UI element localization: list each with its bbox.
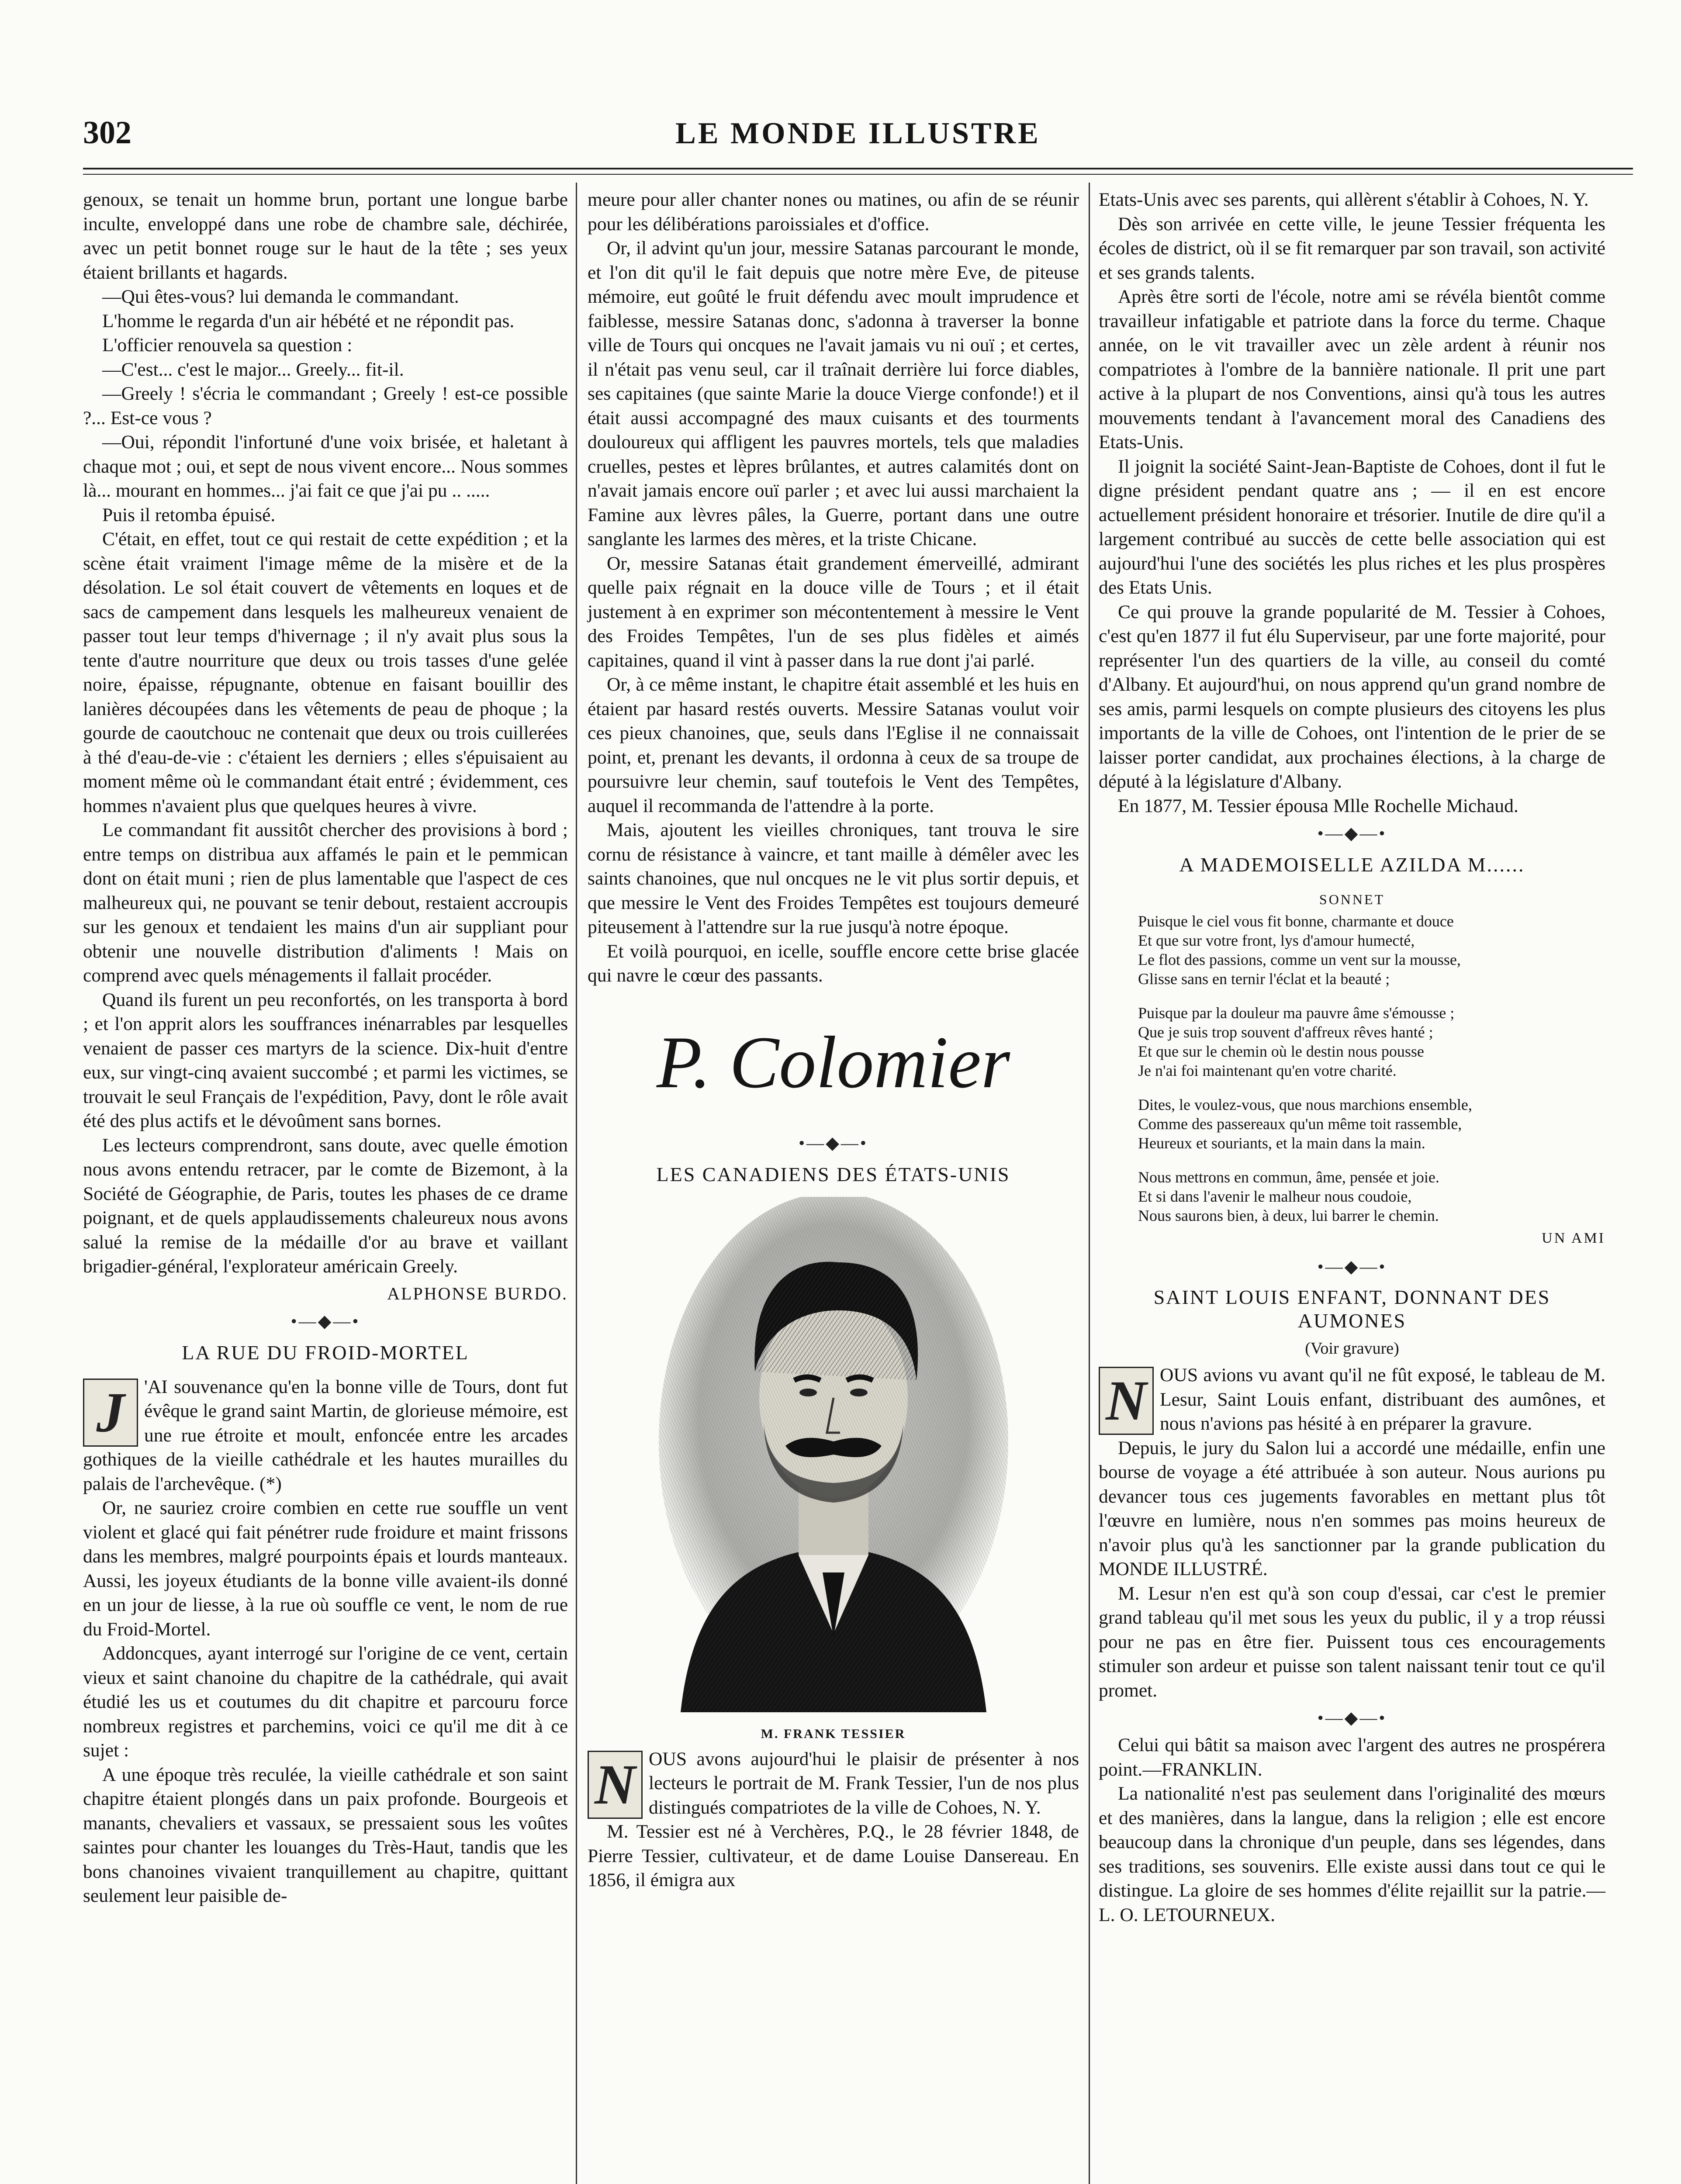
paragraph: OUS avons aujourd'hui le plaisir de présenter à nos lecteurs le portrait de M. Frank Tessier, l'un de nos plus distingués compatriotes de la ville de Cohoes, N. Y. <box>649 1748 1079 1818</box>
paragraph: Or, ne sauriez croire combien en cette rue souffle un vent violent et glacé qui fait pénétrer rude froidure et maint frissons dans les membres, malgré pourpoints épais et lourds manteaux. Aussi, les joyeux étudiants de la bonne ville avaient-ils donné en un jour de liesse, à la rue où souffle ce vent, le nom de rue du Froid-Mortel. <box>83 1497 568 1640</box>
poem-line: Puisque le ciel vous fit bonne, charmante et douce <box>1138 912 1454 930</box>
poem-line: Puisque par la douleur ma pauvre âme s'émousse ; <box>1138 1004 1455 1022</box>
paragraph: genoux, se tenait un homme brun, portant une longue barbe inculte, enveloppé dans une robe de chambre sale, déchirée, avec un petit bonnet rouge sur le haut de la tête ; ses yeux étaient brillants et hagards. <box>83 189 568 283</box>
paragraph: OUS avions vu avant qu'il ne fût exposé, le tableau de M. Lesur, Saint Louis enfant, distribuant des aumônes, et nous n'avions pas hésité à en préparer la gravure. <box>1160 1365 1605 1434</box>
paragraph: —Oui, répondit l'infortuné d'une voix brisée, et haletant à chaque mot ; oui, et sept de nous vivent encore... Nous sommes là... mourant en hommes... j'ai fait ce que j'ai pu .. ..... <box>83 432 568 501</box>
paragraph: Il joignit la société Saint-Jean-Baptiste de Cohoes, dont il fut le digne président pendant quatre ans ; — il en est encore actuellement président honoraire et trésorier. Inutile de dire qu'il a largement contribué au succès de cette belle association qui est aujourd'hui l'une des sociétés les plus riches et les plus prospères des Etats Unis. <box>1099 456 1605 598</box>
column-3 <box>1099 188 1605 1927</box>
poem-line: Et que sur votre front, lys d'amour humecté, <box>1138 932 1415 949</box>
paragraph: C'était, en effet, tout ce qui restait de cette expédition ; et la scène était vraiment l'image même de la misère et de la désolation. Le sol était couvert de vêtements en loques et de sacs de campement dans lesquels les malheureux venaient de passer tout leur temps d'hivernage ; il n'y avait plus sous la tente d'autre nourriture que deux ou trois tasses d'une gelée noire, épaisse, répugnante, obtenue en faisant bouillir des lanières découpées dans les vêtements de peau de phoque ; la gourde de caoutchouc ne contenait que deux ou trois cuillerées à thé d'eau-de-vie : c'étaient les derniers ; elles s'épuisaient au moment même où le commandant était entré ; évidemment, ces hommes n'avaient plus que quelques heures à vivre. <box>83 529 568 816</box>
handwritten-signature: P. Colomier <box>656 1021 1010 1103</box>
column-divider <box>576 183 577 2184</box>
portrait-caption: M. FRANK TESSIER <box>761 1726 906 1741</box>
ornament-divider: •—◆—• <box>1317 1708 1387 1728</box>
poem-stanza <box>1138 1095 1605 1153</box>
poem-line: Et si dans l'avenir le malheur nous coudoie, <box>1138 1188 1412 1205</box>
poem-line: Le flot des passions, comme un vent sur la mousse, <box>1138 951 1461 968</box>
quotation: Celui qui bâtit sa maison avec l'argent des autres ne prospérera point.—FRANKLIN. <box>1099 1735 1605 1780</box>
paragraph: Les lecteurs comprendront, sans doute, avec quelle émotion nous avons entendu retracer, par le comte de Bizemont, à la Société de Géographie, de Paris, toutes les phases de ce drame poignant, et de quels applaudissements chaleureux nous avons salué la remise de la médaille d'or au brave et vaillant brigadier-général, l'explorateur américain Greely. <box>83 1134 568 1277</box>
ornament-divider: •—◆—• <box>291 1311 360 1331</box>
paragraph: 'AI souvenance qu'en la bonne ville de Tours, dont fut évêque le grand saint Martin, de glorieuse mémoire, est une rue étroite et moult, enfoncée entre les arcades gothiques de la vieille cathédrale et les hautes murailles du palais de l'archevêque. (*) <box>83 1376 568 1494</box>
poem-stanza <box>1138 1168 1605 1225</box>
paragraph: M. Tessier est né à Verchères, P.Q., le 28 février 1848, de Pierre Tessier, cultivateur, et de dame Louise Dansereau. En 1856, il émigra aux <box>588 1821 1079 1890</box>
poem-stanza <box>1138 1003 1605 1080</box>
portrait-engraving <box>654 1197 1013 1712</box>
paragraph: Or, à ce même instant, le chapitre était assemblé et les huis en étaient par hasard restés ouverts. Messire Satanas voulut voir ces pieux chanoines, que, seuls dans l'Eglise il ne connaissait point, et, prenant les devants, il ordonna à ceux de sa troupe de poursuivre leur chemin, sauf toutefois le Vent des Tempêtes, auquel il recommanda de l'attendre à la porte. <box>588 674 1079 816</box>
ornament-divider: •—◆—• <box>799 1133 868 1153</box>
paragraph: Etats-Unis avec ses parents, qui allèrent s'établir à Cohoes, N. Y. <box>1099 189 1589 210</box>
quotation: La nationalité n'est pas seulement dans l'originalité des mœurs et des manières, dans la langue, dans la religion ; elle est encore beaucoup dans la chronique d'un peuple, dans ses légendes, dans ses traditions, ses souvenirs. Elle existe aussi dans tout ce qui le distingue. La gloire de ses hommes d'élite rejaillit sur la patrie.—L. O. LETOURNEUX. <box>1099 1783 1605 1925</box>
paragraph: A une époque très reculée, la vieille cathédrale et son saint chapitre étaient plongés dans un paix profonde. Bourgeois et manants, chevaliers et vassaux, se pressaient sous les voûtes saintes pour chanter les louanges du Très-Haut, tandis que les bons chanoines vivaient tranquillement au chapitre, quittant seulement leur paisible de- <box>83 1764 568 1906</box>
paragraph: L'homme le regarda d'un air hébété et ne répondit pas. <box>102 310 515 332</box>
poem <box>1099 912 1605 1225</box>
section-note: (Voir gravure) <box>1305 1339 1399 1358</box>
page-header <box>83 114 1633 154</box>
poem-line: Que je suis trop souvent d'affreux rêves hanté ; <box>1138 1023 1433 1041</box>
poem-signature: UN AMI <box>1542 1230 1605 1246</box>
column-1 <box>83 188 568 1908</box>
drop-cap: N <box>1099 1367 1154 1435</box>
poem-line: Nous saurons bien, à deux, lui barrer le chemin. <box>1138 1207 1439 1224</box>
paragraph: Dès son arrivée en cette ville, le jeune Tessier fréquenta les écoles de district, où il se fit remarquer par son travail, son activité et ses grands talents. <box>1099 213 1605 283</box>
paragraph: L'officier renouvela sa question : <box>102 335 353 356</box>
ornament-divider: •—◆—• <box>1317 1257 1387 1276</box>
paragraph: —Qui êtes-vous? lui demanda le commandant. <box>102 286 459 307</box>
paragraph: Or, il advint qu'un jour, messire Satanas parcourant le monde, et l'on dit qu'il le fait depuis que notre mère Eve, de piteuse mémoire, eut goûté le fruit défendu avec moult imprudence et faiblesse, messire Satanas donc, s'adonna à traverser la bonne ville de Tours qui oncques ne l'avait jamais vu ni ouï ; et certes, il n'était pas venu seul, car il traînait derrière lui force diables, ses capitaines (que sainte Marie la douce Vierge confonde!) et il était aussi accompagné des maux cuisants et des tourments douloureux qui affligent les pauvres mortels, tels que maladies cruelles, pestes et lèpres brûlantes, et autres calamités dont on n'avait jamais encore ouï parler ; et avec lui aussi marchaient la Famine aux lèvres pâles, la Guerre, portant dans une outre sanglante les larmes des mères, et la triste Chicane. <box>588 238 1079 549</box>
section-title: LES CANADIENS DES ÉTATS-UNIS <box>656 1163 1010 1185</box>
masthead-title: LE MONDE ILLUSTRE <box>675 117 1041 150</box>
drop-cap: J <box>83 1379 138 1447</box>
page-number: 302 <box>83 115 131 151</box>
poem-stanza <box>1138 912 1605 988</box>
paragraph: Quand ils furent un peu reconfortés, on les transporta à bord ; et l'on apprit alors les souffrances inénarrables par lesquelles venaient de passer ces martyrs de la science. Dix-huit d'entre eux, sur vingt-cinq avaient succombé ; et parmi les victimes, se trouvait le seul Français de l'expédition, Pavy, dont le rôle avait été des plus actifs et le dévoûment sans bornes. <box>83 989 568 1131</box>
section-title: SAINT LOUIS ENFANT, DONNANT DES AUMONES <box>1153 1286 1551 1332</box>
poem-line: Glisse sans en ternir l'éclat et la beauté ; <box>1138 970 1390 988</box>
paragraph: Ce qui prouve la grande popularité de M. Tessier à Cohoes, c'est qu'en 1877 il fut élu Superviseur, par une forte majorité, pour représenter l'un des quartiers de la ville, au conseil du comté d'Albany. Et aujourd'hui, on nous apprend qu'un grand nombre de ses amis, parmi lesquels on compte plusieurs des citoyens les plus importants de la ville de Cohoes, ont l'intention de le prier de se laisser porter candidat, aux prochaines élections, à la charge de député à la législature d'Albany. <box>1099 601 1605 792</box>
paragraph: —Greely ! s'écria le commandant ; Greely ! est-ce possible ?... Est-ce vous ? <box>83 383 568 429</box>
paragraph: Mais, ajoutent les vieilles chroniques, tant trouva le sire cornu de résistance à vaincre, et tant maille à démêler avec les saints chanoines, que nul oncques ne le vit plus sortir depuis, et que messire le Vent des Froides Tempêtes est toujours demeuré piteusement à l'attendre sur la rue jusqu'à notre époque. <box>588 819 1079 937</box>
drop-cap: N <box>588 1751 643 1819</box>
paragraph: Et voilà pourquoi, en icelle, souffle encore cette brise glacée qui navre le cœur des passants. <box>588 940 1079 986</box>
section-title: LA RUE DU FROID-MORTEL <box>182 1341 469 1364</box>
poem-subtitle: SONNET <box>1319 892 1385 907</box>
column-divider <box>1089 183 1090 2184</box>
poem-title: A MADEMOISELLE AZILDA M...... <box>1179 854 1525 876</box>
poem-line: Je n'ai foi maintenant qu'en votre charité. <box>1138 1062 1397 1079</box>
paragraph: En 1877, M. Tessier épousa Mlle Rochelle Michaud. <box>1118 795 1518 816</box>
paragraph: meure pour aller chanter nones ou matines, ou afin de se réunir pour les délibérations paroissiales et d'office. <box>588 189 1079 235</box>
poem-line: Nous mettrons en commun, âme, pensée et joie. <box>1138 1168 1439 1186</box>
paragraph: Après être sorti de l'école, notre ami se révéla bientôt comme travailleur infatigable et patriote dans la force du terme. Chaque année, on le vit travailler avec un zèle ardent à réunir nos compatriotes à l'ombre de la bannière nationale. Il prit une part active à la plupart de nos Conventions, ainsi qu'à tous les autres mouvements tendant à l'avancement moral des Canadiens des Etats-Unis. <box>1099 286 1605 453</box>
paragraph: Or, messire Satanas était grandement émerveillé, admirant quelle paix régnait en la douce ville de Tours ; et il était justement à en exprimer son mécontentement à messire le Vent des Froides Tempêtes, l'un de ses plus fidèles et aimés capitaines, quand il vint à passer dans la rue dont j'ai parlé. <box>588 553 1079 671</box>
paragraph: Addoncques, ayant interrogé sur l'origine de ce vent, certain vieux et saint chanoine du chapitre de la cathédrale, qui avait étudié les us et coutumes du dit chapitre et parcouru force nombreux registres et parchemins, voici ce qu'il me dit à ce sujet : <box>83 1643 568 1761</box>
ornament-divider: •—◆—• <box>1317 823 1387 843</box>
header-rule <box>83 168 1633 169</box>
column-2 <box>588 188 1079 1893</box>
poem-line: Heureux et souriants, et la main dans la main. <box>1138 1134 1425 1152</box>
paragraph: Depuis, le jury du Salon lui a accordé une médaille, enfin une bourse de voyage a été attribuée à son auteur. Nous aurions pu devancer tous ces jugements favorables en mettant plus tôt l'œuvre en lumière, nous n'en sommes pas moins heureux de n'avoir plus qu'à les sanctionner par la grande publication du MONDE ILLUSTRÉ. <box>1099 1437 1605 1579</box>
paragraph: —C'est... c'est le major... Greely... fit-il. <box>102 359 404 380</box>
author-signature: ALPHONSE BURDO. <box>387 1283 568 1303</box>
paragraph: Le commandant fit aussitôt chercher des provisions à bord ; entre temps on distribua aux affamés le pain et le pemmican dont on était muni ; rien de plus lamentable que l'aspect de ces malheureux qui, ne pouvant se tenir debout, restaient accroupis sur les genoux et tendaient les mains d'un air suppliant pour obtenir une nouvelle distribution d'aliments ! Mais on comprend avec quels ménagements il fallait procéder. <box>83 819 568 986</box>
header-rule-thin <box>83 174 1633 175</box>
poem-line: Comme des passereaux qu'un même toit rassemble, <box>1138 1115 1462 1133</box>
poem-line: Et que sur le chemin où le destin nous pousse <box>1138 1043 1424 1060</box>
poem-line: Dites, le voulez-vous, que nous marchions ensemble, <box>1138 1096 1472 1113</box>
paragraph: Puis il retomba épuisé. <box>102 504 276 525</box>
paragraph: M. Lesur n'en est qu'à son coup d'essai, car c'est le premier grand tableau qu'il met sous les yeux du public, il y a trop réussi pour ne pas en être fier. Puissent tous ces encouragements stimuler son ardeur et puisse son talent naissant tenir tout ce qu'il promet. <box>1099 1583 1605 1701</box>
